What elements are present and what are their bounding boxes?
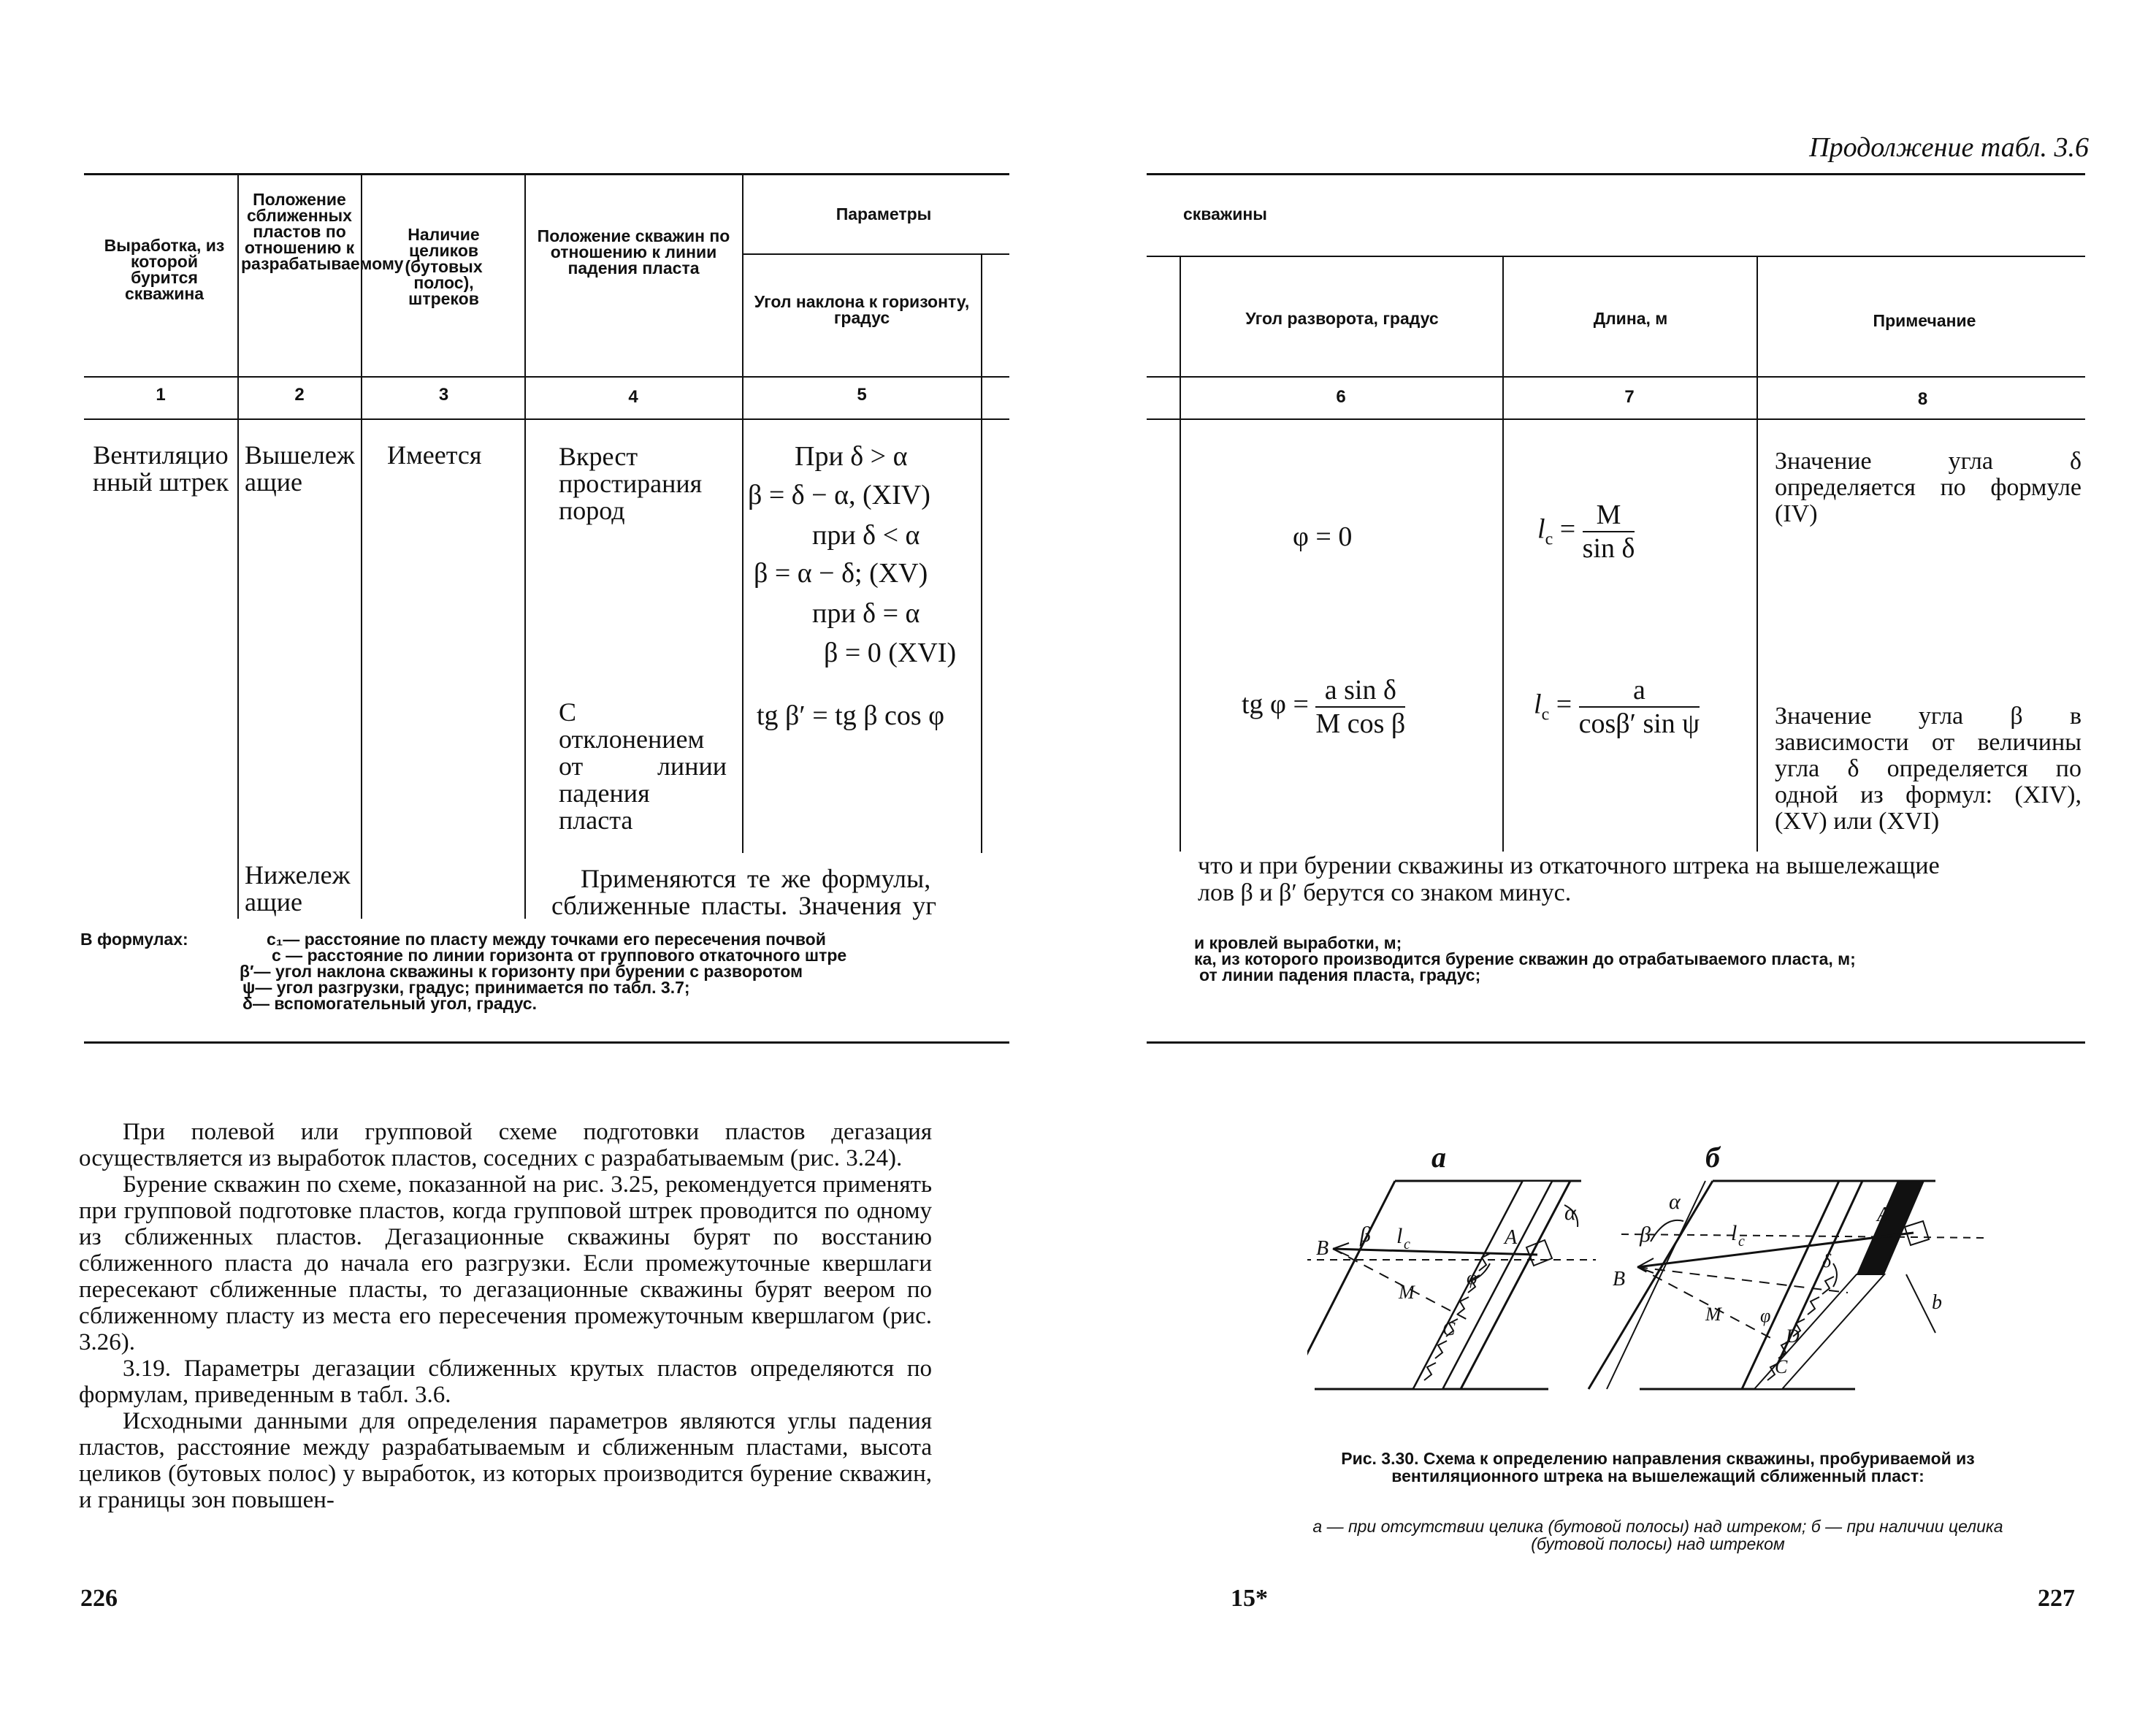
tg-phi-formula	[1242, 676, 1405, 738]
formula-when-less: при δ < α	[812, 520, 920, 551]
table-bottom-rule-left	[84, 1041, 1009, 1044]
formula-XVI: β = 0 (XVI)	[824, 638, 957, 668]
row2-text-right-1: что и при бурении скважины из откаточного штрека на вышележащие	[1198, 852, 1940, 879]
footnote-left-line: c₁— расстояние по пласту между точками его пересечения почвой	[267, 930, 826, 949]
fraction-denominator: cosβ′ sin ψ	[1578, 708, 1700, 739]
footnote-left-line: δ— вспомогательный угол, градус.	[242, 994, 537, 1013]
header-params: Параметры	[836, 204, 932, 223]
tg-phi-left: tg φ =	[1242, 689, 1309, 720]
label-D: D	[1786, 1326, 1800, 1347]
header-col4: Положение скважин по отношению к линии падения пласта	[537, 226, 730, 278]
col-divider-2	[361, 174, 362, 919]
table-top-rule-left	[84, 173, 1009, 175]
label-phi: φ	[1760, 1305, 1771, 1326]
note-beta: Значение угла β в зависимости от величины угла δ определяется по одной из формул: (XIV), (XV) или (XVI)	[1775, 703, 2082, 835]
params-subrule-left	[742, 253, 1009, 255]
row2-text-right-2: лов β и β′ берутся со знаком минус.	[1198, 879, 1572, 906]
table-bottom-rule-right	[1147, 1041, 2085, 1044]
note-delta: Значение угла δ определяется по формуле (IV)	[1775, 448, 2082, 527]
rotation-angle-zero: φ = 0	[1293, 521, 1353, 552]
panel-label-b: б	[1705, 1141, 1720, 1174]
label-B: B	[1613, 1268, 1626, 1290]
header-col8: Примечание	[1873, 311, 1976, 330]
fraction-denominator: M cos β	[1315, 708, 1406, 739]
col-divider-8	[1756, 256, 1758, 852]
table-continuation-title: Продолжение табл. 3.6	[1809, 132, 2089, 163]
length-formula-2	[1534, 676, 1700, 738]
body-text	[79, 1119, 932, 1513]
label-A: A	[1877, 1204, 1890, 1226]
fraction-denominator: sin δ	[1582, 533, 1635, 564]
paragraph: Исходными данными для определения параметров являются углы падения пластов, расстояние между разрабатываемым и сближенным пластами, высота целиков (бутовых полос) у выработок, из которых производится бурение скважин, и границы зон повышен-	[79, 1408, 932, 1513]
col-number: 3	[438, 385, 449, 405]
footnote-right-line: от линии падения пласта, градус;	[1199, 965, 1481, 984]
paragraph: При полевой или групповой схеме подготовки пластов дегазация осуществляется из выработок пластов, соседних с разрабатываемым (рис. 3.24).	[79, 1119, 932, 1171]
page-number-right: 227	[2038, 1585, 2075, 1612]
lc-symbol: l	[1534, 689, 1542, 720]
header-bottom-rule-right	[1147, 376, 2085, 378]
lc-subscript: c	[1545, 529, 1553, 549]
col-divider-3	[524, 174, 526, 919]
label-alpha: α	[1564, 1201, 1576, 1225]
paragraph: 3.19. Параметры дегазации сближенных крутых пластов определяются по формулам, приведенным в табл. 3.6.	[79, 1355, 932, 1408]
figure-caption-body: а — при отсутствии целика (бутовой полосы) над штреком; б — при наличии целика (бутовой полосы) над штреком	[1312, 1517, 2003, 1553]
fraction-numerator: a	[1579, 676, 1700, 708]
footnote-left-line: ψ— угол разгрузки, градус; принимается по табл. 3.7;	[242, 978, 690, 997]
panel-label-a: а	[1431, 1141, 1446, 1174]
formula-tg-beta-prime: tg β′ = tg β cos φ	[757, 700, 945, 731]
row2-text-left-2: сближенные пласты. Значения уг	[551, 891, 937, 920]
row1-position-b: С отклонением от линии падения пласта	[559, 697, 727, 835]
col-number: 2	[294, 385, 305, 405]
col-number: 5	[857, 385, 867, 405]
formula-when-greater: При δ > α	[795, 441, 908, 472]
footnote-left-line: c — расстояние по линии горизонта от группового откаточного штре	[272, 946, 847, 965]
label-phi: φ	[1467, 1267, 1478, 1288]
col-divider-7	[1502, 256, 1504, 852]
col-divider-5	[981, 254, 982, 853]
footnote-left-line: β′— угол наклона скважины к горизонту при бурении с разворотом	[240, 962, 803, 981]
formula-when-equal: при δ = α	[812, 598, 920, 629]
label-lc: l	[1731, 1221, 1738, 1245]
figure-caption-title: Рис. 3.30. Схема к определению направления скважины, пробуриваемой из вентиляционного штрека на вышележащий сближенный пласт:	[1341, 1449, 1975, 1485]
label-lc: l	[1396, 1224, 1403, 1248]
col-number: 8	[1917, 389, 1928, 409]
col-number: 1	[156, 385, 166, 405]
figure-3-30	[1307, 1139, 1987, 1410]
numbers-bottom-rule-left	[84, 418, 1009, 420]
fraction-numerator: M	[1583, 500, 1635, 532]
header-col3: Наличие целиков (бутовых полос), штреков	[405, 225, 483, 308]
label-M: M	[1399, 1282, 1415, 1303]
formula-XIV: β = δ − α, (XIV)	[748, 480, 930, 510]
label-c-sub: c	[1404, 1236, 1410, 1252]
label-beta: β	[1640, 1223, 1651, 1247]
lc-symbol: l	[1537, 513, 1545, 545]
header-col2: Положение сближенных пластов по отношению к разрабатываемому	[241, 190, 404, 273]
equals-sign: =	[1556, 689, 1572, 720]
fraction	[1583, 500, 1635, 563]
label-M: M	[1705, 1304, 1721, 1325]
footnote-right-line: и кровлей выработки, м;	[1194, 933, 1402, 952]
row2-text-left-1: Применяются те же формулы,	[581, 864, 931, 893]
footnote-right-line: ка, из которого производится бурение скважин до отрабатываемого пласта, м;	[1194, 949, 1856, 968]
table-top-rule-right	[1147, 173, 2085, 175]
row1-seams-position: Вышележащие	[245, 440, 355, 497]
equals-sign: =	[1559, 513, 1576, 545]
row1-workings: Вентиляционный штрек	[92, 440, 229, 497]
label-beta: β	[1360, 1223, 1371, 1247]
col-number: 7	[1624, 387, 1635, 407]
label-b: b	[1932, 1291, 1942, 1314]
lc-subscript: c	[1541, 705, 1550, 724]
row1-pillars: Имеется	[387, 440, 482, 470]
row1-position-a: Вкрест простирания пород	[559, 442, 703, 525]
fraction	[1315, 676, 1405, 738]
fraction	[1579, 676, 1700, 738]
numbers-bottom-rule-right	[1147, 418, 2085, 420]
label-c-sub: c	[1738, 1233, 1745, 1250]
row2-seams-position: Нижележащие	[245, 860, 351, 917]
col-divider-1	[237, 174, 239, 919]
header-col5: Угол наклона к горизонту, градус	[754, 292, 970, 327]
col-divider-4	[742, 174, 743, 853]
label-A: A	[1505, 1226, 1518, 1249]
col-number: 6	[1336, 387, 1346, 407]
footnote-label: В формулах:	[80, 930, 188, 949]
col-number: 4	[628, 387, 638, 407]
col-divider-6	[1180, 256, 1181, 852]
header-col6: Угол разворота, градус	[1245, 309, 1439, 328]
figure-panel-b	[1589, 1181, 1987, 1389]
page-number-left: 226	[80, 1585, 118, 1612]
figure-panel-a	[1307, 1181, 1596, 1389]
page-number-center: 15*	[1231, 1585, 1268, 1612]
paragraph: Бурение скважин по схеме, показанной на рис. 3.25, рекомендуется применять при групповой подготовке пластов, когда групповой штрек проводится по одному из сближенных пластов. Дегазационные скважины бурят по восстанию сближенного пласта до начала его разгрузки. Если промежуточные квершлаги пересекают сближенные пласты, то дегазационные скважины бурят веером по сближенному пласту из места его пересечения промежуточным квершлагом (рис. 3.26).	[79, 1171, 932, 1355]
label-C: C	[1775, 1356, 1788, 1377]
header-params-cont: скважины	[1183, 204, 1267, 223]
params-subrule-right	[1147, 256, 2085, 257]
header-bottom-rule-left	[84, 376, 1009, 378]
formula-XV: β = α − δ; (XV)	[754, 558, 928, 589]
label-C: C	[1442, 1318, 1456, 1339]
label-alpha: α	[1669, 1190, 1681, 1214]
label-B: B	[1316, 1237, 1329, 1260]
header-col1: Выработка, из которой бурится скважина	[104, 236, 225, 303]
label-delta: δ	[1822, 1250, 1832, 1271]
length-formula-1	[1537, 500, 1635, 563]
header-col7: Длина, м	[1593, 309, 1668, 328]
fraction-numerator: a sin δ	[1315, 676, 1405, 708]
